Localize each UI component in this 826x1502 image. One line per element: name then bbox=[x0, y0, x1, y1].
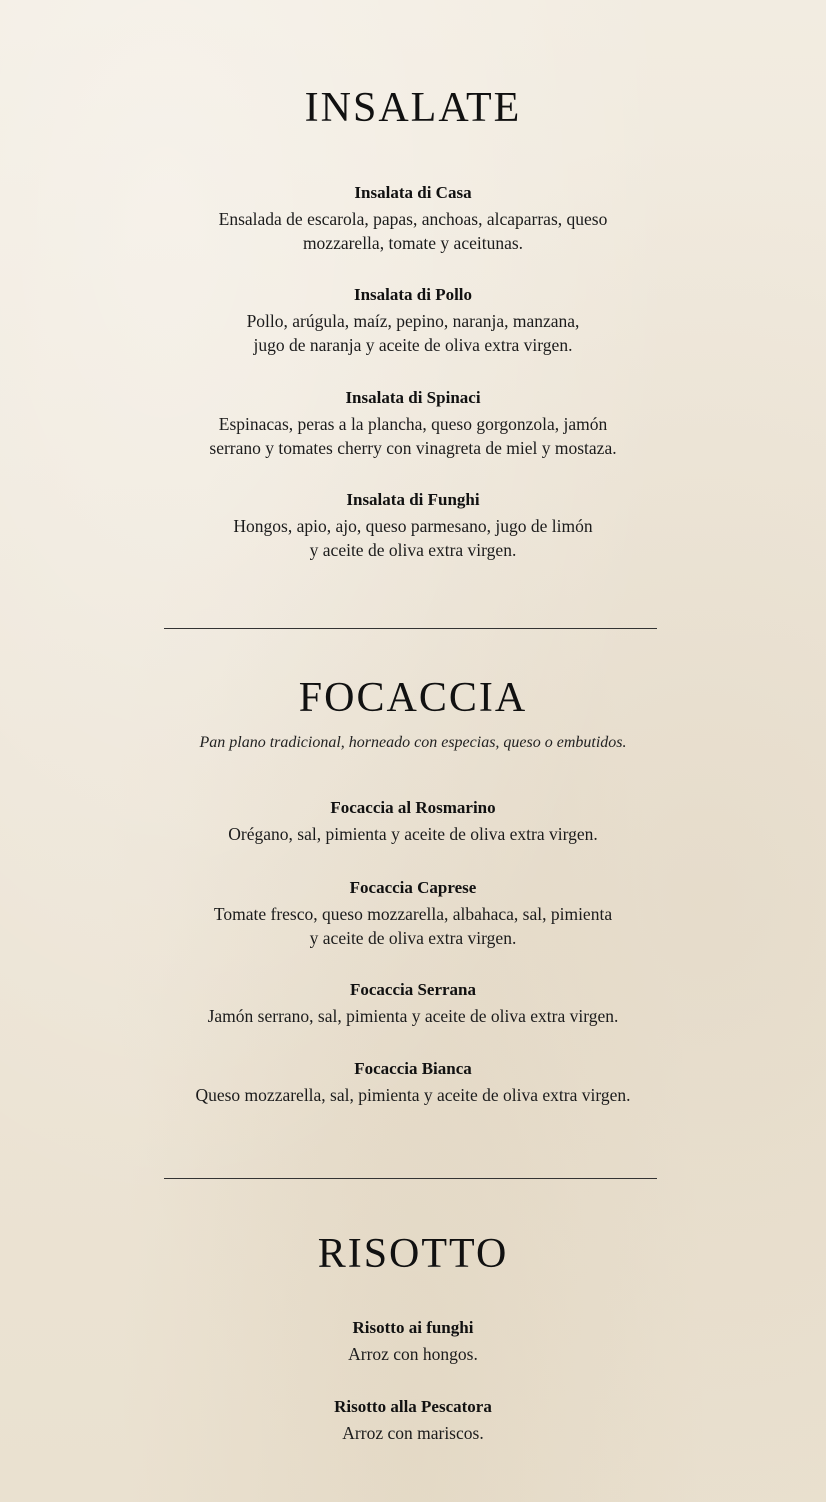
item-name: Insalata di Casa bbox=[354, 183, 472, 202]
menu-item bbox=[0, 796, 826, 846]
item-name: Focaccia Bianca bbox=[354, 1059, 472, 1078]
menu-item bbox=[0, 1057, 826, 1107]
item-description: Hongos, apio, ajo, queso parmesano, jugo de limón y aceite de oliva extra virgen. bbox=[233, 516, 593, 560]
section-title-insalate: INSALATE bbox=[304, 85, 522, 131]
item-name: Insalata di Funghi bbox=[346, 490, 480, 509]
menu-item bbox=[0, 876, 826, 950]
section-title-focaccia: FOCACCIA bbox=[298, 675, 528, 721]
item-name: Focaccia al Rosmarino bbox=[330, 798, 496, 817]
menu-item bbox=[0, 1395, 826, 1445]
item-name: Insalata di Spinaci bbox=[345, 388, 481, 407]
item-description: Orégano, sal, pimienta y aceite de oliva extra virgen. bbox=[228, 824, 598, 844]
item-name: Risotto alla Pescatora bbox=[334, 1397, 492, 1416]
menu-item bbox=[0, 1316, 826, 1366]
item-description: Arroz con mariscos. bbox=[342, 1423, 484, 1443]
item-description: Jamón serrano, sal, pimienta y aceite de oliva extra virgen. bbox=[207, 1006, 619, 1026]
menu-item bbox=[0, 386, 826, 460]
section-title-risotto: RISOTTO bbox=[317, 1231, 509, 1277]
menu-item bbox=[0, 978, 826, 1028]
section-divider bbox=[164, 1178, 657, 1179]
item-description: Pollo, arúgula, maíz, pepino, naranja, manzana, jugo de naranja y aceite de oliva extra virgen. bbox=[246, 311, 580, 355]
item-name: Insalata di Pollo bbox=[353, 285, 473, 304]
item-description: Queso mozzarella, sal, pimienta y aceite de oliva extra virgen. bbox=[195, 1085, 631, 1105]
item-name: Focaccia Serrana bbox=[349, 980, 477, 999]
item-name: Focaccia Caprese bbox=[349, 878, 477, 897]
item-description: Arroz con hongos. bbox=[348, 1344, 478, 1364]
item-description: Espinacas, peras a la plancha, queso gorgonzola, jamón serrano y tomates cherry con vinagreta de miel y mostaza. bbox=[209, 414, 617, 458]
item-description: Ensalada de escarola, papas, anchoas, alcaparras, queso mozzarella, tomate y aceitunas. bbox=[218, 209, 608, 253]
section-subtitle-focaccia: Pan plano tradicional, horneado con especias, queso o embutidos. bbox=[199, 734, 627, 751]
item-name: Risotto ai funghi bbox=[352, 1318, 474, 1337]
menu-item bbox=[0, 181, 826, 255]
menu-item bbox=[0, 488, 826, 562]
menu-item bbox=[0, 283, 826, 357]
section-divider bbox=[164, 628, 657, 629]
item-description: Tomate fresco, queso mozzarella, albahaca, sal, pimienta y aceite de oliva extra virgen. bbox=[213, 904, 613, 948]
